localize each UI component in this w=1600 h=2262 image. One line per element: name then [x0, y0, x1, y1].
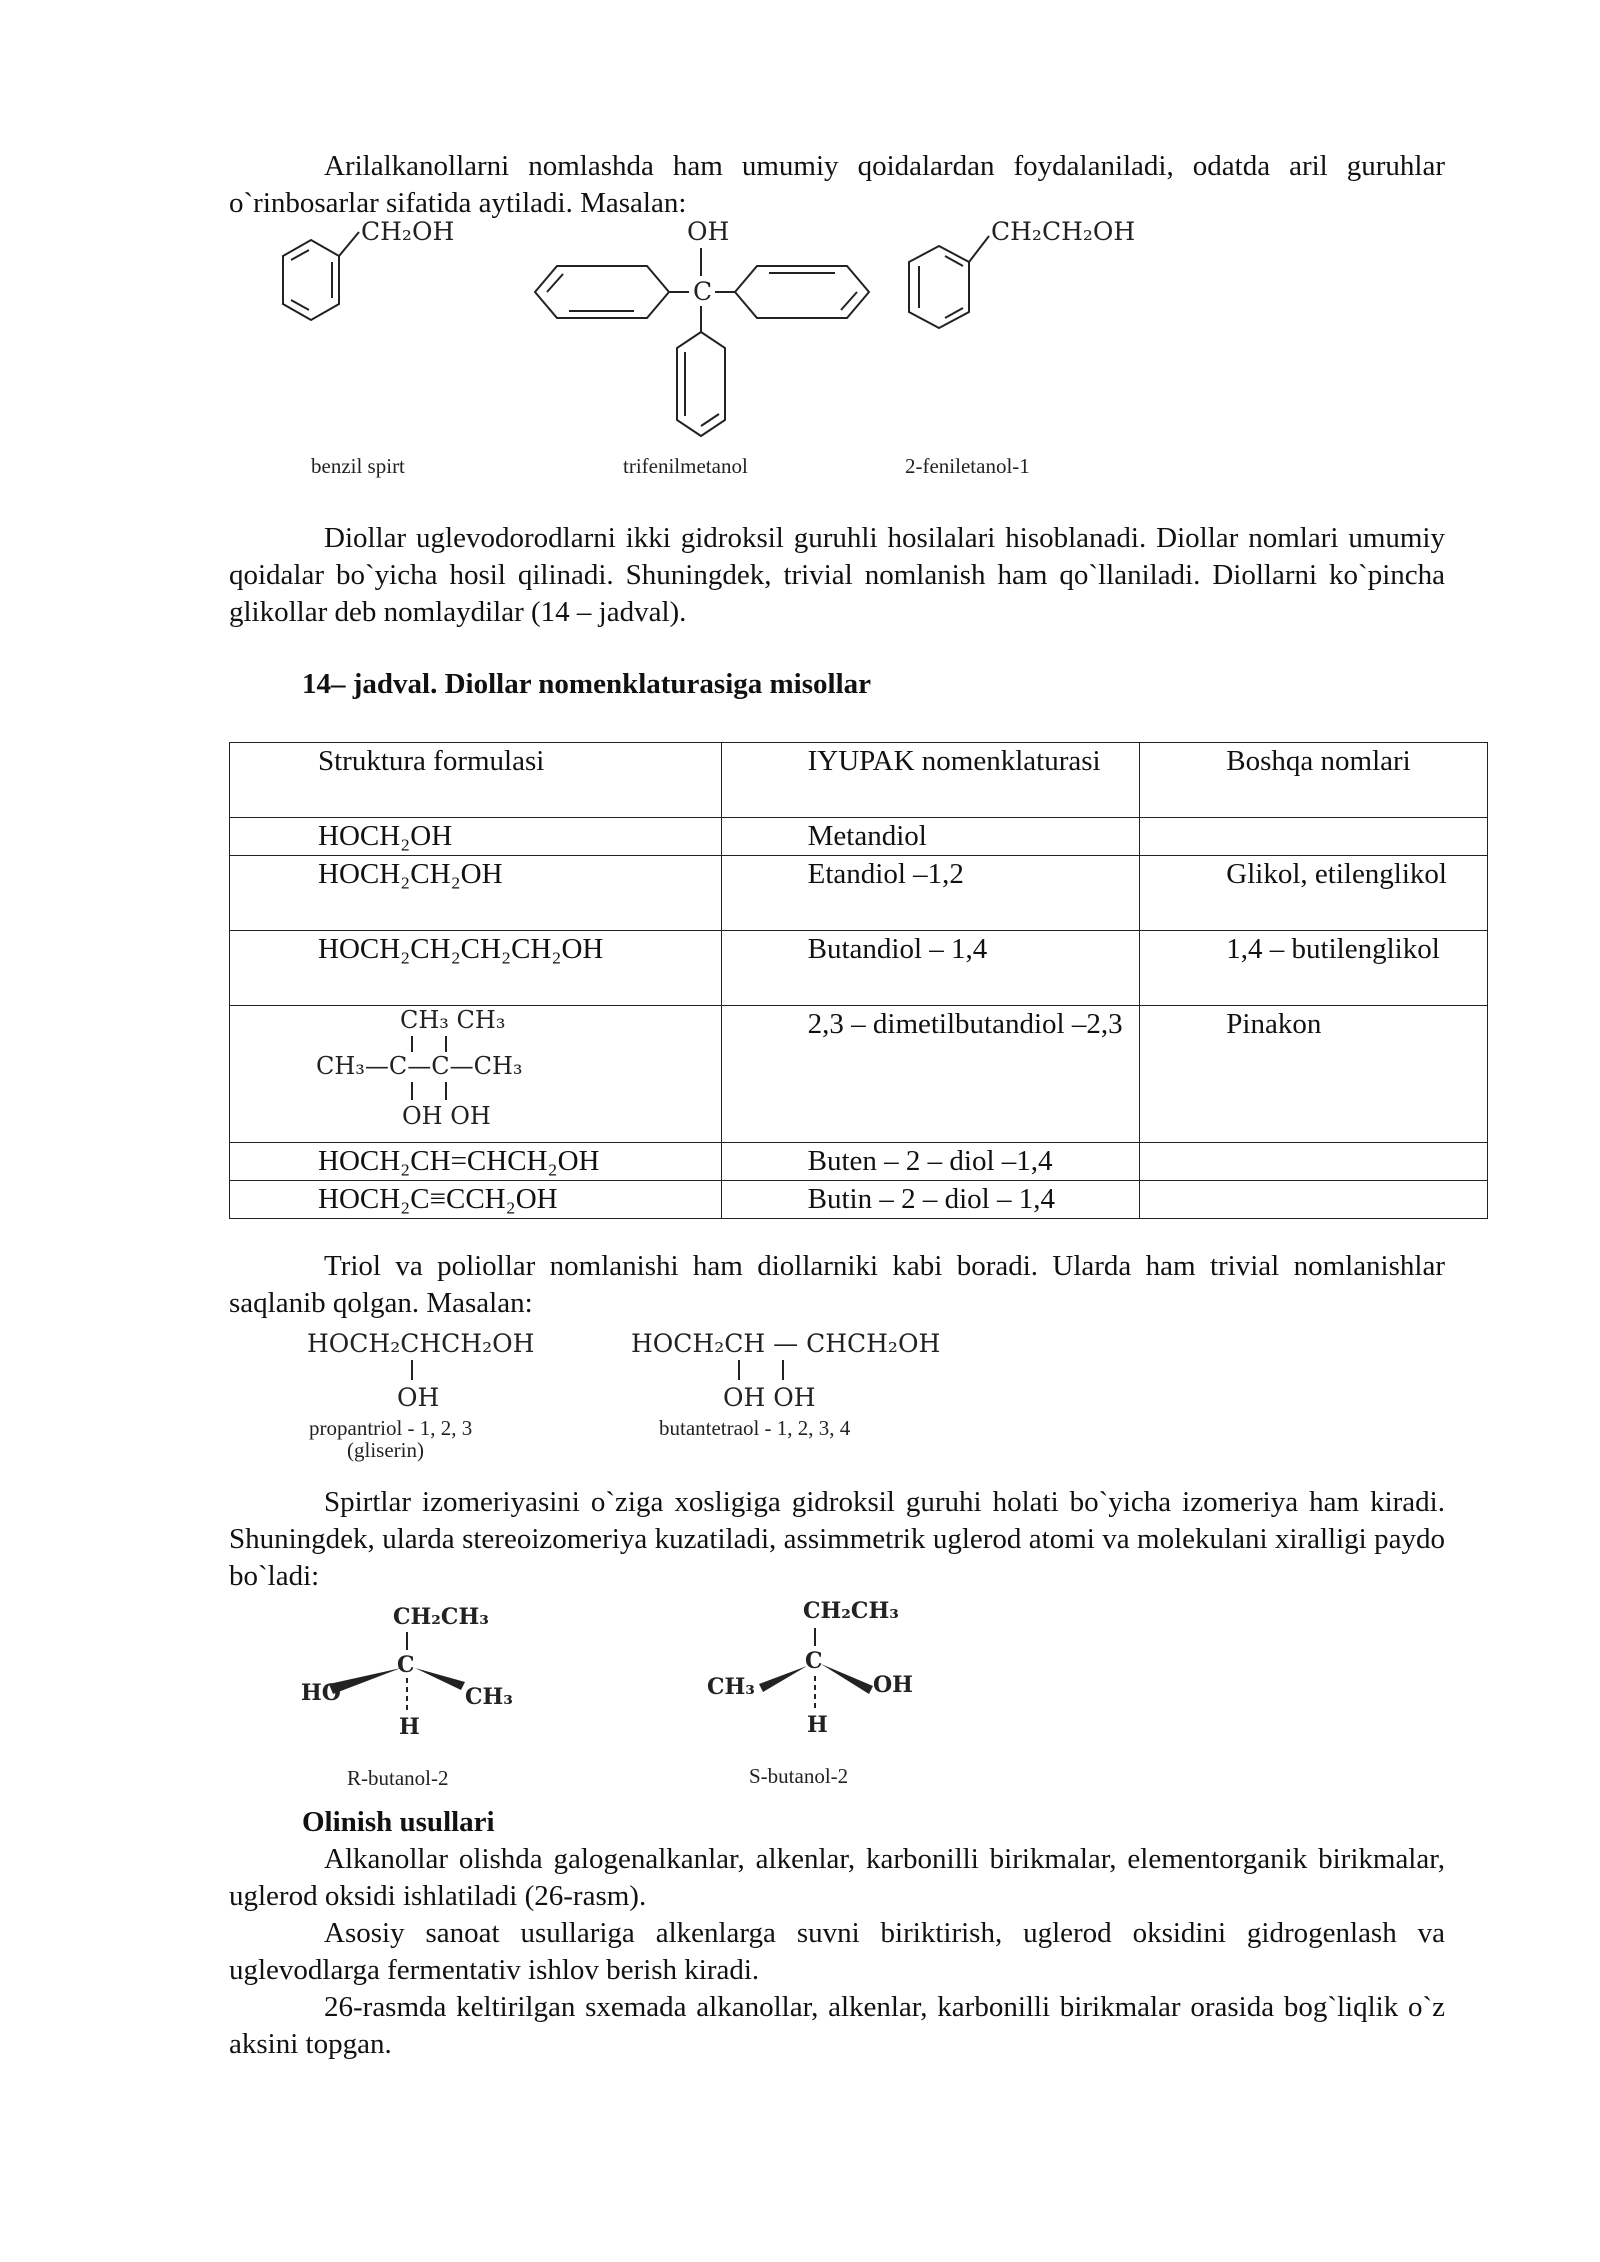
benzene-ring-icon	[283, 232, 359, 320]
r-right-group: CH₃	[465, 1684, 513, 1710]
cell-iupac: Metandiol	[721, 818, 1140, 856]
diols-table	[229, 742, 1488, 1219]
s-top-group: CH₂CH₃	[803, 1600, 899, 1624]
s-left-group: CH₃	[707, 1674, 755, 1700]
caption-butanetetraol: butantetraol - 1, 2, 3, 4	[659, 1416, 851, 1440]
wedge-bond-icon	[415, 1668, 465, 1690]
paragraph-diols: Diollar uglevodorodlarni ikki gidroksil guruhli hosilalari hisoblanadi. Diollar nomlari umumiy qoidalar bo`yicha hosil qilinadi. Shuningdek, trivial nomlanish ham qo`llaniladi. Diollarni ko`pincha glikollar deb nomlaydilar (14 – jadval).	[229, 522, 1445, 628]
caption-triphenylmethanol: trifenilmetanol	[623, 454, 748, 478]
r-left-group: HO	[301, 1680, 341, 1706]
r-stereocenter: C	[397, 1652, 415, 1678]
r-bottom-group: H	[399, 1714, 420, 1740]
pinacol-middle: CH₃—C—C—CH₃	[316, 1052, 523, 1080]
cell-other: Glikol, etilenglikol	[1140, 856, 1488, 931]
cell-formula: HOCH₂CH₂CH₂CH₂OH	[230, 931, 722, 1006]
wedge-bond-icon	[759, 1666, 807, 1692]
caption-s-butanol: S-butanol-2	[749, 1764, 849, 1788]
phenylethanol-formula: CH₂CH₂OH	[991, 220, 1136, 246]
cell-iupac: Butin – 2 – diol – 1,4	[721, 1181, 1140, 1219]
cell-other	[1140, 1181, 1488, 1219]
table-row	[230, 1143, 1488, 1181]
paragraph-industrial-methods: Asosiy sanoat usullariga alkenlarga suvni biriktirish, uglerod oksidini gidrogenlash va uglevodlarga fermentativ ishlov berish kiradi.	[229, 1917, 1445, 1986]
glycerol-oh: OH	[397, 1383, 440, 1412]
triphenylmethanol-oh: OH	[687, 220, 730, 246]
header-structure: Struktura formulasi	[230, 743, 722, 818]
caption-glycerol-trivial: (gliserin)	[347, 1438, 424, 1462]
butanetetraol-oh: OH OH	[723, 1383, 816, 1412]
butanetetraol-formula: HOCH₂CH — CHCH₂OH	[631, 1329, 941, 1358]
cell-formula-pinacol	[230, 1006, 722, 1143]
table-row	[230, 1006, 1488, 1143]
paragraph-scheme: 26-rasmda keltirilgan sxemada alkanollar, alkenlar, karbonilli birikmalar orasida bog`liqlik o`z aksini topgan.	[229, 1991, 1445, 2060]
cell-iupac: Etandiol –1,2	[721, 856, 1140, 931]
cell-formula: HOCH₂CH₂OH	[230, 856, 722, 931]
triphenylmethanol-carbon: C	[693, 277, 713, 306]
benzene-ring-icon-2	[909, 236, 989, 328]
s-right-group: OH	[873, 1672, 913, 1698]
cell-formula: HOCH₂C≡CCH₂OH	[230, 1181, 722, 1219]
table-row	[230, 856, 1488, 931]
caption-benzyl-alcohol: benzil spirt	[311, 454, 405, 478]
header-iupac: IYUPAK nomenklaturasi	[721, 743, 1140, 818]
caption-phenylethanol: 2-feniletanol-1	[905, 454, 1030, 478]
arylalkanols-structures-svg	[229, 220, 1445, 490]
header-other-names: Boshqa nomlari	[1140, 743, 1488, 818]
pinacol-structure-svg	[316, 1006, 536, 1132]
s-stereocenter: C	[805, 1648, 823, 1674]
s-bottom-group: H	[807, 1712, 828, 1738]
table-title: 14– jadval. Diollar nomenklaturasiga misollar	[302, 668, 872, 700]
figure-polyols	[229, 1326, 1445, 1462]
pinacol-top: CH₃ CH₃	[400, 1006, 506, 1034]
glycerol-formula: HOCH₂CHCH₂OH	[307, 1329, 535, 1358]
cell-other	[1140, 1143, 1488, 1181]
paragraph-isomerism: Spirtlar izomeriyasini o`ziga xosligiga gidroksil guruhi holati bo`yicha izomeriya ham kiradi. Shuningdek, ularda stereoizomeriya kuzatiladi, assimmetrik uglerod atomi va molekulani xiralligi paydo bo`ladi:	[229, 1486, 1445, 1592]
r-top-group: CH₂CH₃	[393, 1604, 489, 1630]
figure-stereoisomers	[229, 1600, 1445, 1794]
table-header-row	[230, 743, 1488, 818]
cell-other	[1140, 818, 1488, 856]
pinacol-bottom: OH OH	[402, 1102, 491, 1130]
cell-iupac: Buten – 2 – diol –1,4	[721, 1143, 1140, 1181]
cell-formula: HOCH₂CH=CHCH₂OH	[230, 1143, 722, 1181]
paragraph-polyols: Triol va poliollar nomlanishi ham diollarniki kabi boradi. Ularda ham trivial nomlanishlar saqlanib qolgan. Masalan:	[229, 1250, 1445, 1319]
cell-other: Pinakon	[1140, 1006, 1488, 1143]
table-row	[230, 931, 1488, 1006]
section-title-preparation: Olinish usullari	[302, 1806, 495, 1838]
paragraph-preparation: Alkanollar olishda galogenalkanlar, alkenlar, karbonilli birikmalar, elementorganik birikmalar, uglerod oksidi ishlatiladi (26-rasm).	[229, 1843, 1445, 1912]
benzyl-alcohol-formula: CH₂OH	[361, 220, 455, 246]
cell-other: 1,4 – butilenglikol	[1140, 931, 1488, 1006]
wedge-bond-icon	[821, 1664, 873, 1694]
cell-iupac: Butandiol – 1,4	[721, 931, 1140, 1006]
table-row	[230, 1181, 1488, 1219]
cell-iupac: 2,3 – dimetilbutandiol –2,3	[721, 1006, 1140, 1143]
caption-glycerol: propantriol - 1, 2, 3	[309, 1416, 473, 1440]
caption-r-butanol: R-butanol-2	[347, 1766, 449, 1790]
paragraph-arylalkanols: Arilalkanollarni nomlashda ham umumiy qoidalardan foydalaniladi, odatda aril guruhlar o`rinbosarlar sifatida aytiladi. Masalan:	[229, 150, 1445, 219]
figure-arylalkanols	[229, 220, 1445, 490]
table-row	[230, 818, 1488, 856]
cell-formula: HOCH₂OH	[230, 818, 722, 856]
